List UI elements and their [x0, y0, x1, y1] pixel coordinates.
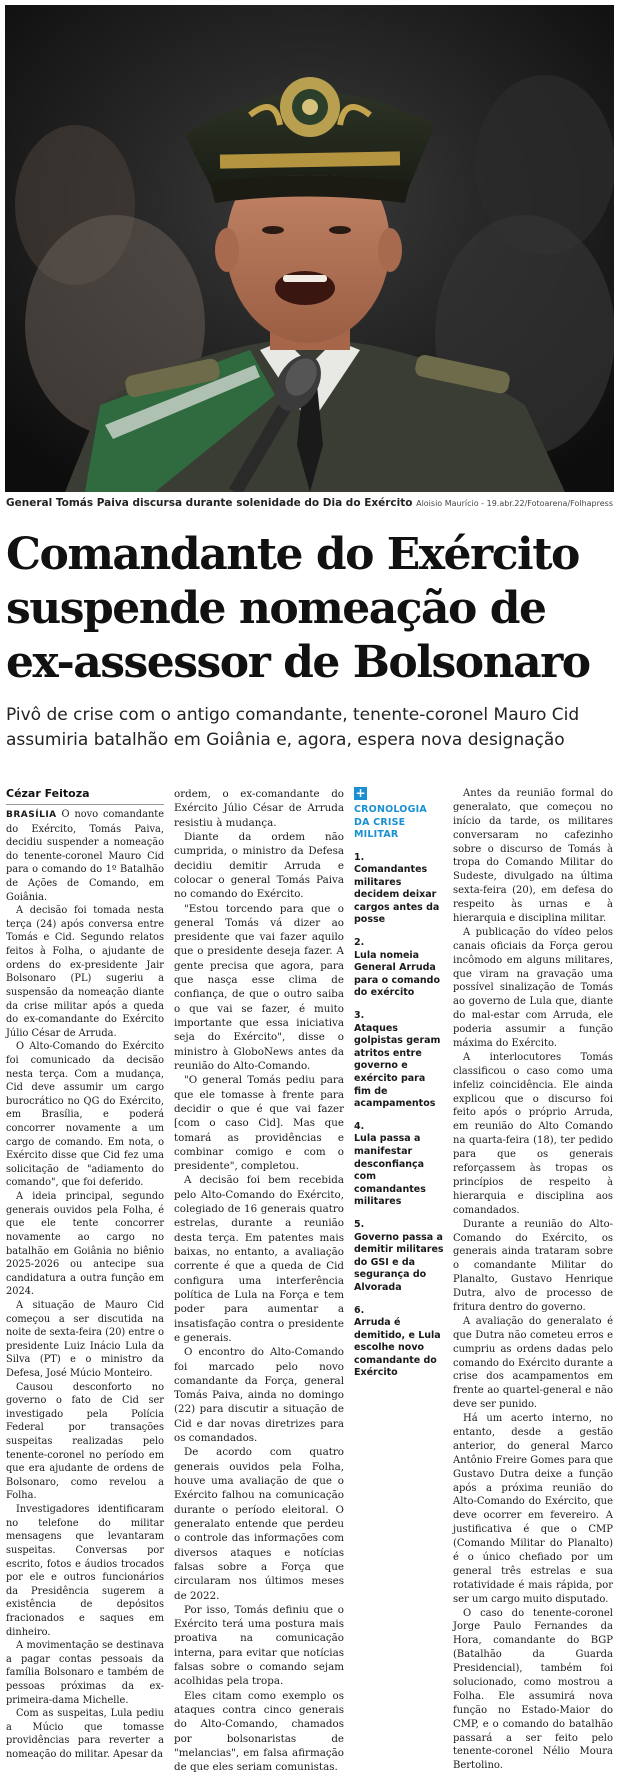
timeline-item-text: Governo passa a demitir militares do GSI e da segurança do Alvorada	[354, 1231, 444, 1293]
paragraph: "O general Tomás pediu para que ele tomasse à frente para decidir o que é que vai fazer [com o caso Cid]. Mas que tomará as providências e combinar comigo e com o presidente", completou.	[174, 1074, 344, 1173]
timeline-item-text: Arruda é demitido, e Lula escolhe novo comandante do Exército	[354, 1317, 441, 1379]
article-column-4	[453, 787, 613, 1773]
lead-text: O novo comandante do Exército, Tomás Paiva, decidiu suspender a nomeação do tenente-coronel Mauro Cid para o comando do 1º Batalhão de Ações de Comando, em Goiânia.	[6, 809, 164, 903]
plus-icon: +	[355, 786, 366, 800]
headline-line: ex-assessor de Bolsonaro	[6, 637, 590, 688]
paragraph: De acordo com quatro generais ouvidos pela Folha, houve uma avaliação de que o Exército falhou na comunicação durante o período eleitoral. O generalato entende que perdeu o controle das informações com diversos ataques e notícias falsas sobre a Força que circularam nos últimos meses de 2022.	[174, 1446, 344, 1602]
byline-author: Cézar Feitoza	[6, 787, 90, 800]
paragraph: A situação de Mauro Cid começou a ser discutida na noite de sexta-feira (20) entre o presidente Luiz Inácio Lula da Silva (PT) e o ministro da Defesa, José Múcio Monteiro.	[6, 1299, 164, 1379]
timeline-sidebar	[354, 787, 444, 1380]
timeline-item	[354, 1121, 444, 1209]
paragraph: Eles citam como exemplo os ataques contra cinco generais do Alto-Comando, chamados por bolsonaristas de "melancias", em falsa afirmação de que eles seriam comunistas.	[174, 1689, 344, 1774]
timeline-item-number: 2.	[354, 937, 365, 949]
timeline-item-number: 1.	[354, 851, 365, 863]
timeline-item-text: Lula passa a manifestar desconfiança com comandantes militares	[354, 1133, 426, 1208]
article-column-1	[6, 808, 164, 1762]
photo-credit: Aloisio Maurício - 19.abr.22/Fotoarena/Folhapress	[416, 499, 613, 508]
headline-line: Comandante do Exército	[6, 529, 579, 580]
general-portrait-illustration	[5, 5, 614, 492]
paragraph: Diante da ordem não cumprida, o ministro da Defesa decidiu demitir Arruda e colocar o general Tomás Paiva no comando do Exército.	[174, 830, 344, 901]
paragraph: O caso do tenente-coronel Jorge Paulo Fernandes da Hora, comandante do BGP (Batalhão da Guarda Presidencial), também foi solucionado, como mostrou a Folha. Ele assumirá nova função no Estado-Maior do CMP, e o comando do batalhão passará a ser feito pelo tenente-coronel Nélio Moura Bertolino.	[453, 1607, 613, 1772]
paragraph: Há um acerto interno, no entanto, desde a gestão anterior, do general Marco Antônio Freire Gomes para que Gustavo Dutra deixe a função após a próxima reunião do Alto-Comando do Exército, que deve ocorrer em fevereiro. A justificativa é que o CMP (Comando Militar do Planalto) é o único chefiado por um general três estrelas e sua rotatividade é mais rápida, por ser um cargo muito disputado.	[453, 1413, 614, 1605]
paragraph: O encontro do Alto-Comando foi marcado pelo novo comandante da Força, general Tomás Paiva, ainda no domingo (22) para discutir a situação de Cid e dar novas diretrizes para os comandados.	[174, 1346, 344, 1445]
headline-line: suspende nomeação de	[6, 583, 546, 634]
paragraph: A avaliação do generalato é que Dutra não cometeu erros e cumpriu as ordens dadas pelo comando do Exército durante a crise dos acampamentos em frente ao quartel-general e não deve ser punido.	[453, 1315, 613, 1411]
paragraph: A movimentação se destinava a pagar contas pessoais da família Bolsonaro e também de pessoas próximas da ex-primeira-dama Michelle.	[6, 1640, 164, 1706]
paragraph: "Estou torcendo para que o general Tomás vá dizer ao presidente que vai fazer aquilo que o presidente deseja fazer. A gente precisa que agora, para que nasça esse clima de confiança, de que o outro saiba o que vai se fazer, é muito importante que essa iniciativa seja do Exército", disse o ministro à GloboNews antes da reunião do Alto-Comando.	[174, 902, 344, 1072]
paragraph: Durante a reunião do Alto-Comando do Exército, os generais ainda trataram sobre o comandante Militar do Planalto, Gustavo Henrique Dutra, alvo de processo de fritura dentro do governo.	[453, 1218, 613, 1313]
timeline-item	[354, 937, 444, 1000]
dateline-city: BRASÍLIA	[6, 810, 57, 820]
lead-paragraph	[6, 808, 164, 904]
paragraph: Investigadores identificaram no telefone do militar mensagens que levantaram suspeitas. Conversas por escrito, fotos e áudios trocados por ele e outros funcionários da Presidência sugerem a existência de depósitos fracionados e saques em dinheiro.	[6, 1504, 164, 1638]
paragraph: A decisão foi tomada nesta terça (24) após conversa entre Tomás e Cid. Segundo relatos feitos à Folha, o ajudante de ordens do ex-presidente Jair Bolsonaro (PL) sugeriu a suspensão da nomeação diante da crise militar após a queda do ex-comandante do Exército Júlio César de Arruda.	[6, 905, 164, 1039]
timeline-item	[354, 1010, 444, 1111]
timeline-item-number: 3.	[354, 1010, 365, 1022]
paragraph: O Alto-Comando do Exército foi comunicado da decisão nesta terça. Com a mudança, Cid deve assumir um cargo burocrático no QG do Exército, em Brasília, e poderá concorrer novamente a um cargo de comando. Em nota, o Exército disse que Cid fez uma solicitação de "adiamento do comando", que foi deferido.	[6, 1041, 164, 1189]
headline	[6, 528, 613, 690]
paragraph: Causou desconforto no governo o fato de Cid ser investigado pela Polícia Federal por transações suspeitas realizadas pelo tenente-coronel no período em que era ajudante de ordens de Bolsonaro, como revelou a Folha.	[6, 1381, 164, 1502]
paragraph: Por isso, Tomás definiu que o Exército terá uma postura mais proativa na comunicação interna, para evitar que notícias falsas sobre o comando sejam acolhidas pela tropa.	[174, 1603, 344, 1688]
paragraph: A publicação do vídeo pelos canais oficiais da Força gerou incômodo em alguns militares, que viram na gravação uma possível sinalização de Tomás ao governo de Lula que, diante do mal-estar com Arruda, ele poderia assumir a função máxima do Exército.	[453, 926, 613, 1050]
timeline-item-text: Lula nomeia General Arruda para o comando do exército	[354, 949, 441, 999]
paragraph: Antes da reunião formal do generalato, que começou no início da tarde, os militares conversaram no cafezinho sobre o discurso de Tomás à tropa do Comando Militar do Sudeste, divulgado na última sexta-feira (20), em defesa do respeito às urnas e à hierarquia e disciplina militar.	[453, 788, 613, 925]
timeline-item-number: 5.	[354, 1218, 365, 1230]
byline-divider	[6, 804, 164, 805]
paragraph: A decisão foi bem recebida pelo Alto-Comando do Exército, colegiado de 16 generais quatro estrelas, durante a reunião desta terça. Em patentes mais baixas, no entanto, a avaliação corrente é que a queda de Cid configura uma interferência política de Lula na Força e tem poder para aumentar a insatisfação contra o presidente e generais.	[174, 1174, 344, 1344]
timeline-item	[354, 1219, 444, 1295]
article-column-2	[174, 787, 344, 1775]
paragraph: A interlocutores Tomás classificou o caso como uma infeliz coincidência. Ele ainda explicou que o discurso foi feito após o próprio Arruda, em reunião do Alto Comando na quarta-feira (18), ter pedido para que os generais reforçassem às tropas os princípios de respeito à hierarquia e disciplina aos comandados.	[453, 1051, 613, 1216]
timeline-item-text: Comandantes militares decidem deixar cargos antes da posse	[354, 864, 440, 926]
timeline-title: CRONOLOGIA DA CRISE MILITAR	[354, 804, 427, 840]
deck-subheadline: Pivô de crise com o antigo comandante, tenente-coronel Mauro Cid assumiria batalhão em Goiânia e, agora, espera nova designação	[6, 705, 580, 750]
timeline-item	[354, 1305, 444, 1381]
paragraph: Com as suspeitas, Lula pediu a Múcio que tomasse providências para reverter a nomeação do militar. Apesar da	[6, 1708, 164, 1761]
timeline-item	[354, 852, 444, 928]
article-photo	[5, 5, 614, 492]
timeline-item-number: 4.	[354, 1120, 365, 1132]
paragraph: ordem, o ex-comandante do Exército Júlio César de Arruda resistiu à mudança.	[174, 788, 344, 829]
paragraph: A ideia principal, segundo generais ouvidos pela Folha, é que ele tente concorrer novamente ao cargo no batalhão em Goiânia no biênio 2025-2026 ou antecipe sua candidatura a outra função em 2024.	[6, 1191, 164, 1298]
timeline-item-number: 6.	[354, 1304, 365, 1316]
photo-caption: General Tomás Paiva discursa durante solenidade do Dia do Exército	[6, 497, 413, 509]
timeline-item-text: Ataques golpistas geram atritos entre governo e exército para fim de acampamentos	[354, 1022, 441, 1110]
photo-caption-row	[6, 495, 613, 515]
